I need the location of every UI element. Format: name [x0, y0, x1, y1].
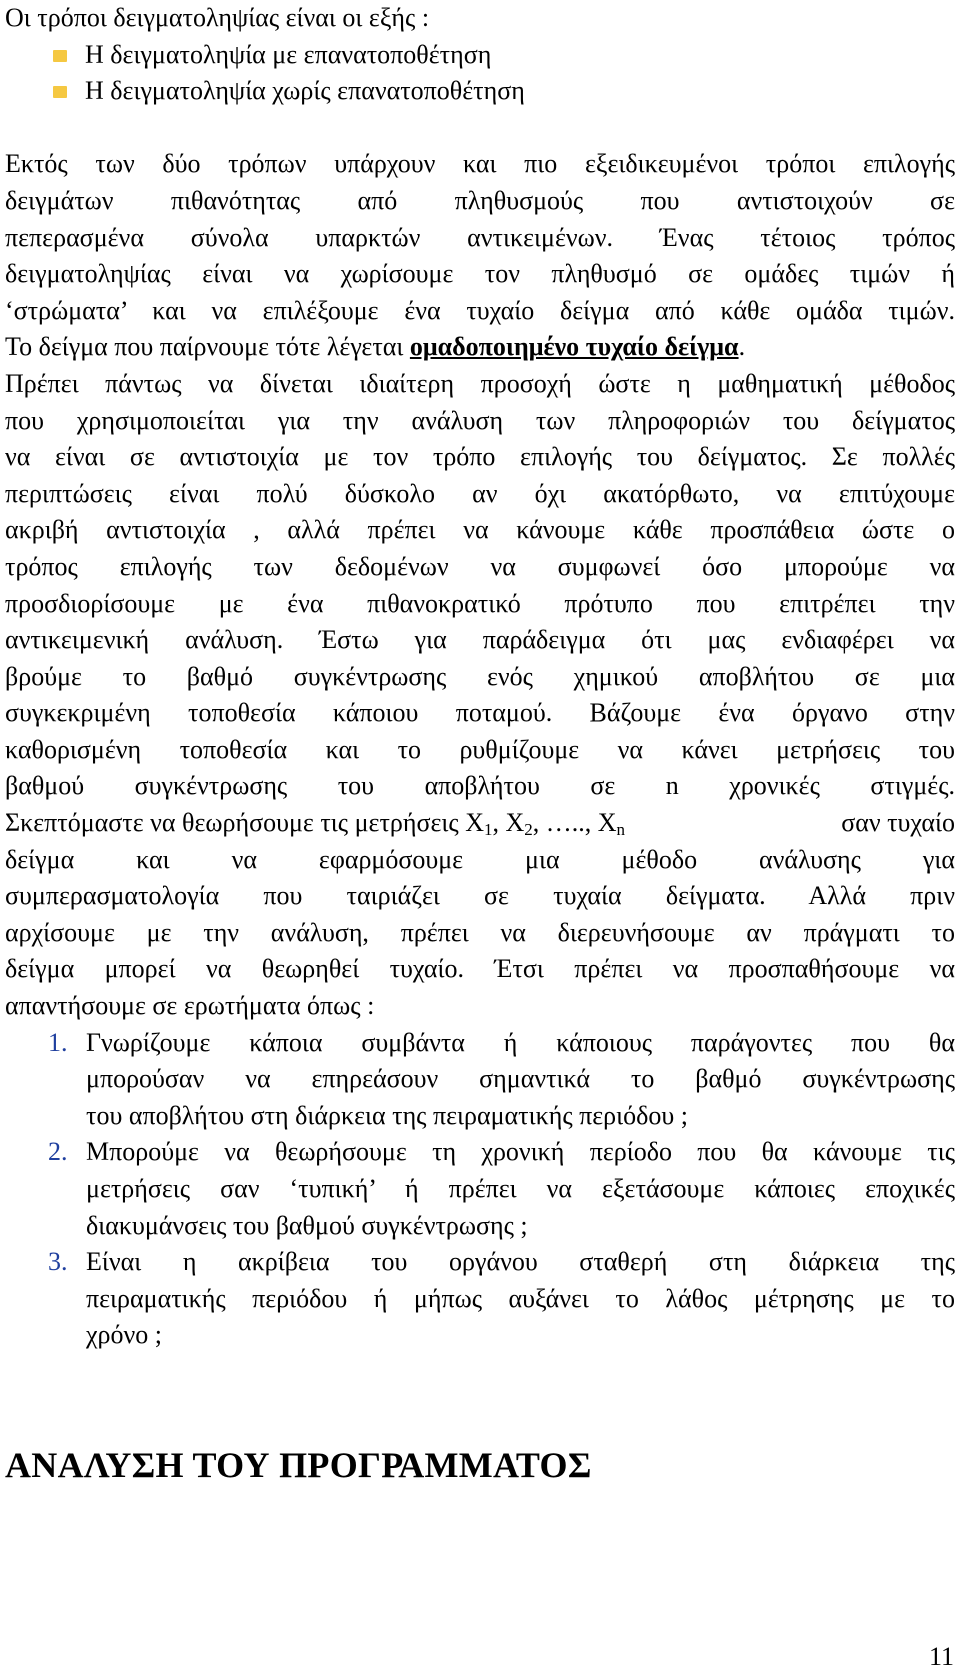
- list-number: 3.: [48, 1247, 68, 1277]
- section-heading: ΑΝΑΛΥΣΗ ΤΟΥ ΠΡΟΓΡΑΜΜΑΤΟΣ: [5, 1445, 592, 1485]
- list-number: 1.: [48, 1027, 68, 1057]
- variable-sequence: [5, 805, 625, 842]
- question-text: διακυμάνσεις του βαθμού συγκέντρωσης ;: [86, 1210, 528, 1240]
- question-line: [5, 1171, 955, 1208]
- paragraph-line: που χρησιμοποιείται για την ανάλυση των πληροφοριών του δείγματος: [5, 405, 955, 435]
- main-paragraph: [5, 146, 955, 1024]
- paragraph-line: δειγμάτων πιθανότητας από πληθυσμούς που αντιστοιχούν σε: [5, 185, 955, 215]
- bullet-text: Η δειγματοληψία χωρίς επανατοποθέτηση: [85, 76, 525, 106]
- paragraph-line: απαντήσουμε σε ερωτήματα όπως :: [5, 991, 375, 1021]
- bullet-text: Η δειγματοληψία με επανατοποθέτηση: [85, 39, 492, 69]
- paragraph-line: καθορισμένη τοποθεσία και το ρυθμίζουμε να κάνει μετρήσεις του: [5, 734, 955, 764]
- question-line: [5, 1061, 955, 1098]
- paragraph-text: σαν τυχαίο: [841, 808, 955, 838]
- paragraph-line: συμπερασματολογία που ταιριάζει σε τυχαία δείγματα. Αλλά πριν: [5, 881, 955, 911]
- question-text: του αποβλήτου στη διάρκεια της πειραματικής περιόδου ;: [86, 1100, 688, 1130]
- paragraph-line: δειγματοληψίας είναι να χωρίσουμε τον πληθυσμό σε ομάδες τιμών ή: [5, 259, 955, 289]
- paragraph-line: [5, 329, 955, 366]
- question-text: μετρήσεις σαν ‘τυπική’ ή πρέπει να εξετάσουμε κάποιες εποχικές: [86, 1174, 955, 1203]
- paragraph-line: αντικειμενική ανάλυση. Έστω για παράδειγμα ότι μας ενδιαφέρει να: [5, 625, 955, 655]
- square-bullet-icon: [53, 86, 67, 98]
- bullet-item: [5, 37, 955, 74]
- subscript: n: [616, 820, 626, 840]
- question-line: [5, 1098, 955, 1135]
- page-number: 11: [928, 1642, 954, 1671]
- paragraph-line: δείγμα και να εφαρμόσουμε μια μέθοδο ανάλυσης για: [5, 844, 955, 874]
- question-text: πειραματικής περιόδου ή μήπως αυξάνει το λάθος μέτρησης με το: [86, 1283, 955, 1313]
- subscript: 2: [524, 820, 533, 840]
- question-item: [5, 1134, 955, 1244]
- paragraph-text: .: [738, 332, 746, 362]
- paragraph-text: , X: [492, 808, 525, 838]
- paragraph-line: Εκτός των δύο τρόπων υπάρχουν και πιο εξειδικευμένοι τρόποι επιλογής: [5, 149, 955, 179]
- paragraph-line: συγκεκριμένη τοποθεσία κάποιου ποταμού. Βάζουμε ένα όργανο στην: [5, 698, 955, 728]
- intro-line: Οι τρόποι δειγματοληψίας είναι οι εξής :: [5, 3, 430, 32]
- blank-line: [5, 110, 955, 147]
- paragraph-line: να είναι σε αντιστοιχία με τον τρόπο επιλογής του δείγματος. Σε πολλές: [5, 442, 955, 472]
- subscript: 1: [483, 820, 493, 840]
- question-item: [5, 1025, 955, 1135]
- paragraph-line: [5, 805, 955, 842]
- question-text: Γνωρίζουμε κάποια συμβάντα ή κάποιους παράγοντες που θα: [86, 1027, 955, 1057]
- paragraph-line: πεπερασμένα σύνολα υπαρκτών αντικειμένων. Ένας τέτοιος τρόπος: [5, 222, 955, 252]
- paragraph-text: Το δείγμα που παίρνουμε τότε λέγεται: [5, 332, 410, 362]
- question-list: [5, 1025, 955, 1354]
- paragraph-text: Σκεπτόμαστε να θεωρήσουμε τις μετρήσεις X: [5, 808, 484, 838]
- document-page: [5, 0, 955, 1354]
- list-number: 2.: [48, 1137, 68, 1167]
- paragraph-line: δείγμα μπορεί να θεωρηθεί τυχαίο. Έτσι πρέπει να προσπαθήσουμε να: [5, 954, 955, 984]
- paragraph-line: ακριβή αντιστοιχία , αλλά πρέπει να κάνουμε κάθε προσπάθεια ώστε ο: [5, 515, 955, 545]
- question-text: χρόνο ;: [86, 1320, 162, 1350]
- question-line: [5, 1208, 955, 1245]
- paragraph-line: περιπτώσεις είναι πολύ δύσκολο αν όχι ακατόρθωτο, να επιτύχουμε: [5, 478, 955, 508]
- paragraph-line: ‘στρώματα’ και να επιλέξουμε ένα τυχαίο δείγμα από κάθε ομάδα τιμών.: [5, 295, 955, 325]
- question-line: [5, 1025, 955, 1062]
- square-bullet-icon: [53, 50, 67, 62]
- paragraph-line: βαθμού συγκέντρωσης του αποβλήτου σε n χρονικές στιγμές.: [5, 771, 955, 801]
- paragraph-line: προσδιορίσουμε με ένα πιθανοκρατικό πρότυπο που επιτρέπει την: [5, 588, 955, 618]
- paragraph-line: τρόπος επιλογής των δεδομένων να συμφωνεί όσο μπορούμε να: [5, 551, 955, 581]
- question-line: [5, 1244, 955, 1281]
- paragraph-text: , ….., X: [532, 808, 617, 838]
- question-line: [5, 1134, 955, 1171]
- question-text: Είναι η ακρίβεια του οργάνου σταθερή στη διάρκεια της: [86, 1247, 955, 1277]
- question-line: [5, 1281, 955, 1318]
- paragraph-line: βρούμε το βαθμό συγκέντρωσης ενός χημικού αποβλήτου σε μια: [5, 661, 955, 691]
- question-line: [5, 1317, 955, 1354]
- paragraph-line: Πρέπει πάντως να δίνεται ιδιαίτερη προσοχή ώστε η μαθηματική μέθοδος: [5, 368, 955, 398]
- question-text: μπορούσαν να επηρεάσουν σημαντικά το βαθμό συγκέντρωσης: [86, 1064, 955, 1094]
- question-text: Μπορούμε να θεωρήσουμε τη χρονική περίοδο που θα κάνουμε τις: [86, 1137, 955, 1167]
- paragraph-line: αρχίσουμε με την ανάλυση, πρέπει να διερευνήσουμε αν πράγματι το: [5, 917, 955, 947]
- emphasized-term: ομαδοποιημένο τυχαίο δείγμα: [409, 332, 739, 362]
- bullet-item: [5, 73, 955, 110]
- question-item: [5, 1244, 955, 1354]
